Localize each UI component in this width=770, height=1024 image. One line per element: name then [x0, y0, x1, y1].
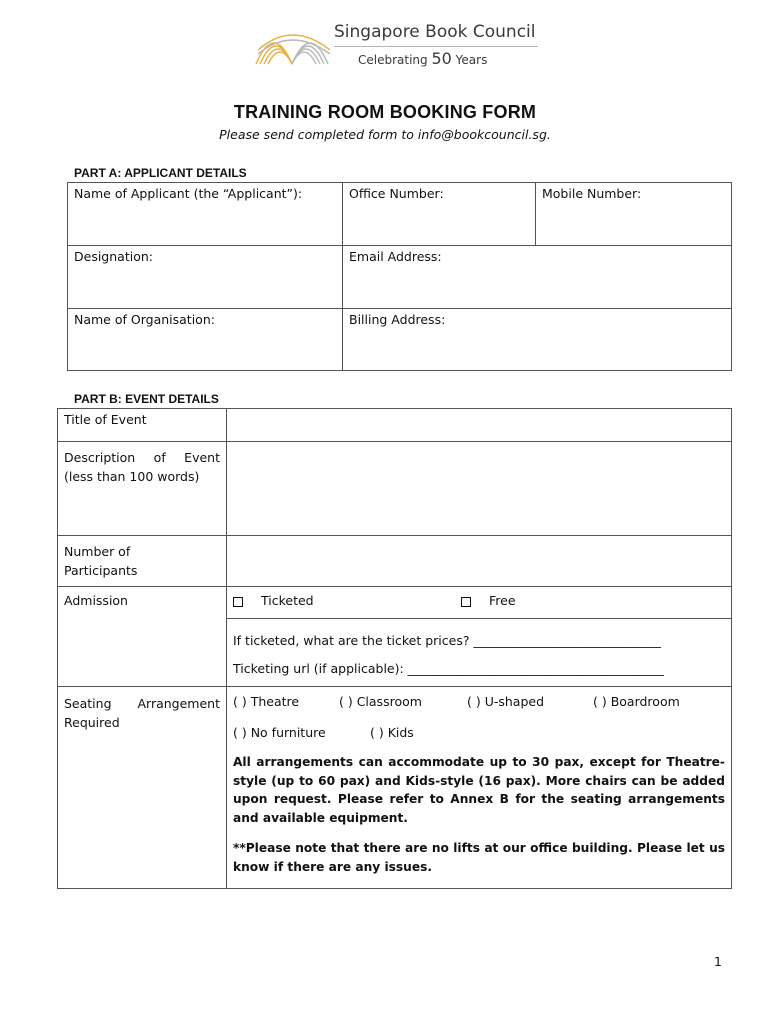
applicant-details-table [67, 182, 732, 371]
mobile-number-label: Mobile Number: [542, 186, 642, 201]
seating-label-line-2: Required [64, 715, 120, 730]
participants-label-cell [58, 536, 227, 587]
event-details-table [57, 408, 732, 889]
email-address-field[interactable] [343, 246, 732, 309]
free-label: Free [488, 593, 516, 608]
logo-divider [334, 46, 538, 47]
free-checkbox[interactable] [461, 597, 471, 607]
applicant-name-field[interactable] [68, 183, 343, 246]
free-option[interactable] [457, 593, 516, 608]
event-description-label: Description of Event [64, 450, 220, 465]
organisation-label: Name of Organisation: [74, 312, 215, 327]
ticketing-url-field[interactable]: Ticketing url (if applicable): _________________________________________ [233, 661, 664, 676]
ticketed-label: Ticketed [261, 593, 314, 608]
email-address-label: Email Address: [349, 249, 442, 264]
seating-nofurniture-option[interactable]: ( ) No furniture [233, 725, 326, 740]
ticket-details-cell [227, 619, 732, 687]
event-title-input[interactable] [227, 409, 732, 442]
billing-address-field[interactable] [343, 309, 732, 371]
admission-options [227, 587, 732, 619]
seating-options-cell [227, 687, 732, 889]
seating-label-cell [58, 687, 227, 889]
billing-address-label: Billing Address: [349, 312, 446, 327]
mobile-number-field[interactable] [536, 183, 732, 246]
ticketed-checkbox[interactable] [233, 597, 243, 607]
applicant-name-label: Name of Applicant (the “Applicant”): [74, 186, 303, 201]
seating-label-line-1: Seating Arrangement [64, 696, 220, 711]
seating-kids-option[interactable]: ( ) Kids [370, 725, 414, 740]
event-description-label-cell [58, 442, 227, 536]
organisation-field[interactable] [68, 309, 343, 371]
logo-name: Singapore Book Council [334, 22, 536, 42]
no-lift-note: **Please note that there are no lifts at our office building. Please let us know if there are any issues. [233, 841, 725, 874]
form-instructions: Please send completed form to info@bookcouncil.sg. [219, 127, 551, 142]
admission-label: Admission [58, 587, 227, 687]
logo-tagline [358, 49, 487, 68]
participants-input[interactable] [227, 536, 732, 587]
form-title: TRAINING ROOM BOOKING FORM [233, 102, 537, 122]
seating-classroom-option[interactable]: ( ) Classroom [339, 694, 422, 709]
designation-field[interactable] [68, 246, 343, 309]
designation-label: Designation: [74, 249, 153, 264]
logo-arches-icon [254, 20, 334, 70]
event-description-input[interactable] [227, 442, 732, 536]
participants-label-line-1: Number of [64, 544, 131, 559]
part-b-heading: PART B: EVENT DETAILS [74, 392, 219, 406]
logo-tagline-post: Years [455, 53, 488, 67]
page-number: 1 [714, 954, 722, 969]
event-description-hint: (less than 100 words) [64, 469, 200, 484]
seating-theatre-option[interactable]: ( ) Theatre [233, 694, 300, 709]
logo-tagline-pre: Celebrating [358, 53, 428, 67]
seating-capacity-note: All arrangements can accommodate up to 30 pax, except for Theatre-style (up to 60 pax) and Kids-style (16 pax). More chairs can be added upon request. Please refer to Annex B for the seating arrangements and available equipment. [233, 755, 725, 825]
event-title-label: Title of Event [58, 409, 227, 442]
ticketed-option[interactable] [233, 593, 457, 608]
part-a-heading: PART A: APPLICANT DETAILS [74, 166, 247, 180]
logo-tagline-number: 50 [431, 49, 452, 68]
seating-boardroom-option[interactable]: ( ) Boardroom [593, 694, 680, 709]
office-number-label: Office Number: [349, 186, 444, 201]
office-number-field[interactable] [343, 183, 536, 246]
seating-ushaped-option[interactable]: ( ) U-shaped [467, 694, 545, 709]
participants-label-line-2: Participants [64, 563, 138, 578]
logo [254, 20, 554, 70]
seating-options-row-1 [233, 693, 725, 711]
ticket-prices-field[interactable]: If ticketed, what are the ticket prices? ______________________________ [233, 633, 661, 648]
seating-options-row-2 [233, 724, 725, 742]
